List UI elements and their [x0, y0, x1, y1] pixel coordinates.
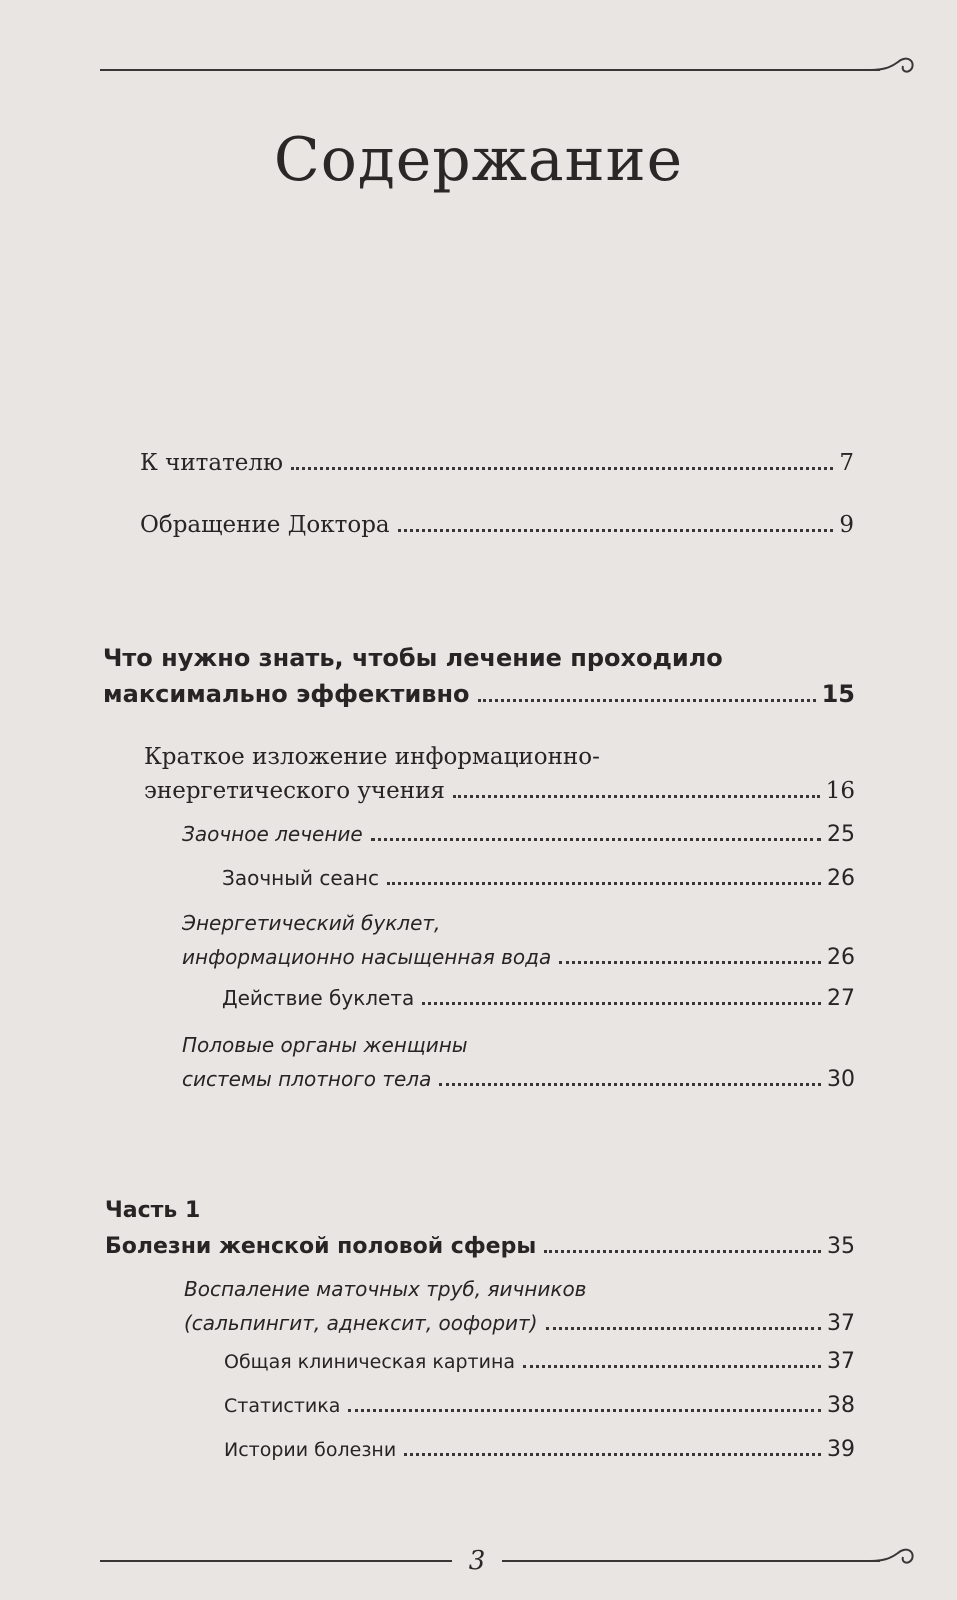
dot-leader [546, 1327, 821, 1330]
toc-entry-label: Истории болезни [224, 1439, 397, 1461]
dot-leader [398, 529, 834, 532]
top-flourish-icon [868, 52, 918, 88]
dot-leader [387, 882, 821, 885]
dot-leader [523, 1365, 821, 1368]
toc-entry-brief-summary[interactable] [144, 740, 855, 808]
toc-entry-what-to-know[interactable] [103, 640, 855, 712]
dot-leader [422, 1002, 821, 1005]
dot-leader [404, 1453, 821, 1456]
toc-entry-remote-session[interactable] [222, 862, 855, 895]
toc-page-number: 25 [827, 822, 855, 847]
top-rule [100, 69, 880, 71]
toc-entry-booklet-action[interactable] [222, 982, 855, 1015]
bottom-flourish-icon [868, 1543, 918, 1579]
toc-entry-label-line2: информационно насыщенная вода [182, 945, 552, 969]
bottom-rule-right [502, 1560, 880, 1562]
toc-entry-label: Статистика [224, 1395, 341, 1417]
dot-leader [453, 795, 820, 798]
toc-page-number: 9 [839, 512, 854, 538]
toc-entry-label-line1: Воспаление маточных труб, яичников [184, 1277, 587, 1301]
page-title: Содержание [273, 125, 684, 195]
toc-entry-label: Обращение Доктора [140, 512, 390, 538]
toc-page-number: 16 [825, 778, 855, 804]
toc-entry-label-line1: Энергетический буклет, [182, 911, 441, 935]
toc-entry-label: Общая клиническая картина [224, 1351, 516, 1373]
dot-leader [291, 467, 833, 470]
toc-page-number: 7 [839, 450, 854, 476]
toc-page-number: 38 [827, 1393, 855, 1418]
toc-entry-remote-treatment[interactable] [182, 818, 855, 851]
toc-entry-label-line1: Краткое изложение информационно- [144, 744, 600, 770]
dot-leader [478, 699, 816, 702]
toc-entry-label-line2: максимально эффективно [103, 680, 470, 708]
toc-entry-energy-booklet[interactable] [182, 906, 855, 975]
bottom-rule-left [100, 1560, 452, 1562]
toc-entry-to-reader[interactable] [140, 447, 854, 480]
toc-entry-label-line2: системы плотного тела [182, 1067, 432, 1091]
dot-leader [371, 838, 821, 841]
toc-page-number: 37 [827, 1349, 855, 1374]
dot-leader [348, 1409, 821, 1412]
toc-entry-label: Заочное лечение [182, 822, 363, 846]
toc-entry-female-organs[interactable] [182, 1028, 855, 1097]
toc-part-label: Часть 1 [105, 1198, 201, 1223]
toc-entry-part-1[interactable] [105, 1193, 855, 1265]
toc-page-number: 26 [827, 866, 855, 891]
toc-entry-label-line2: (сальпингит, аднексит, оофорит) [184, 1311, 538, 1335]
dot-leader [544, 1250, 821, 1253]
toc-page-number: 26 [827, 945, 855, 970]
toc-entry-label-line1: Половые органы женщины [182, 1033, 468, 1057]
toc-entry-doctor-address[interactable] [140, 509, 854, 542]
toc-entry-statistics[interactable] [224, 1390, 855, 1422]
toc-page-number: 35 [827, 1234, 855, 1259]
toc-page-number: 15 [821, 680, 855, 708]
toc-entry-label-line2: энергетического учения [144, 778, 445, 804]
toc-entry-case-histories[interactable] [224, 1434, 855, 1466]
toc-entry-label: К читателю [140, 450, 284, 476]
toc-page-number: 30 [827, 1067, 855, 1092]
page-number: 3 [468, 1546, 486, 1576]
toc-page-number: 37 [827, 1311, 855, 1336]
dot-leader [439, 1083, 821, 1086]
toc-entry-label: Заочный сеанс [222, 866, 379, 890]
toc-entry-label-line1: Что нужно знать, чтобы лечение проходило [103, 644, 723, 672]
toc-page-number: 27 [827, 986, 855, 1011]
toc-entry-inflammation[interactable] [184, 1272, 855, 1341]
dot-leader [559, 961, 821, 964]
toc-entry-label: Действие буклета [222, 986, 415, 1010]
toc-entry-label: Болезни женской половой сферы [105, 1234, 537, 1259]
toc-entry-clinical-picture[interactable] [224, 1346, 855, 1378]
toc-page-number: 39 [827, 1437, 855, 1462]
